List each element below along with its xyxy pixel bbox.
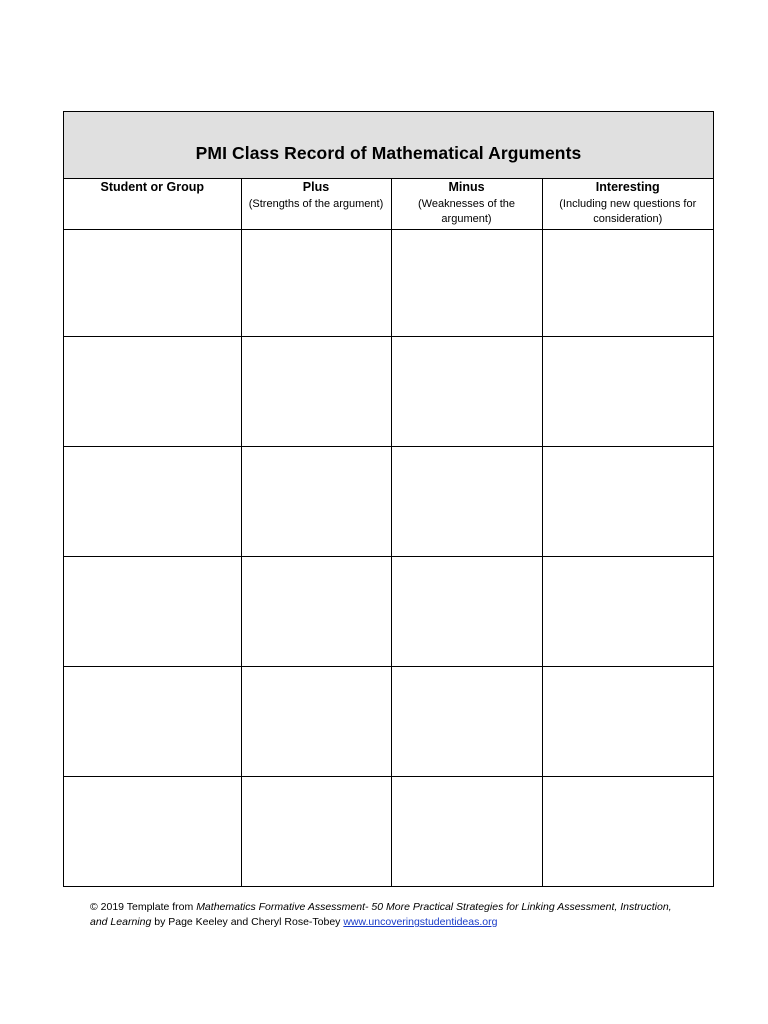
plus-cell — [241, 229, 391, 336]
column-heading: Student or Group — [100, 180, 204, 194]
interesting-cell — [542, 556, 713, 666]
pmi-record-table-container — [63, 111, 714, 887]
copyright-footer — [90, 900, 690, 930]
plus-cell — [241, 666, 391, 776]
minus-cell — [391, 666, 542, 776]
title-bar — [64, 112, 713, 179]
record-row — [64, 229, 713, 336]
student-cell — [64, 556, 241, 666]
footer-authors: by Page Keeley and Cheryl Rose-Tobey — [151, 916, 344, 928]
plus-cell — [241, 336, 391, 446]
record-row — [64, 336, 713, 446]
column-header-minus — [391, 179, 542, 229]
column-header-interesting — [542, 179, 713, 229]
column-heading: Minus — [448, 180, 485, 194]
plus-cell — [241, 556, 391, 666]
record-row — [64, 556, 713, 666]
minus-cell — [391, 776, 542, 886]
pmi-table — [64, 179, 713, 886]
header-row — [64, 179, 713, 229]
student-cell — [64, 666, 241, 776]
student-cell — [64, 776, 241, 886]
interesting-cell — [542, 446, 713, 556]
record-rows — [64, 229, 713, 886]
interesting-cell — [542, 336, 713, 446]
interesting-cell — [542, 229, 713, 336]
column-heading: Plus — [302, 180, 330, 194]
student-cell — [64, 336, 241, 446]
minus-cell — [391, 336, 542, 446]
student-cell — [64, 229, 241, 336]
column-subtext: (Strengths of the argument) — [248, 198, 384, 210]
footer-book-title: Mathematics Formative Assessment- 50 More Practical Strategies for Linking Assessment, Instruction, and Learning — [90, 901, 672, 928]
record-row — [64, 446, 713, 556]
interesting-cell — [542, 666, 713, 776]
column-subtext: (Weaknesses of the argument) — [417, 198, 515, 225]
interesting-cell — [542, 776, 713, 886]
minus-cell — [391, 446, 542, 556]
plus-cell — [241, 446, 391, 556]
student-cell — [64, 446, 241, 556]
record-row — [64, 666, 713, 776]
website-link[interactable]: www.uncoveringstudentideas.org — [343, 916, 498, 928]
column-header-student — [64, 179, 241, 229]
minus-cell — [391, 556, 542, 666]
record-row — [64, 776, 713, 886]
column-subtext: (Including new questions for consideration) — [559, 198, 697, 225]
plus-cell — [241, 776, 391, 886]
column-header-plus — [241, 179, 391, 229]
column-heading: Interesting — [595, 180, 660, 194]
document-title: PMI Class Record of Mathematical Arguments — [195, 142, 582, 163]
minus-cell — [391, 229, 542, 336]
footer-prefix: © 2019 Template from — [90, 901, 197, 913]
